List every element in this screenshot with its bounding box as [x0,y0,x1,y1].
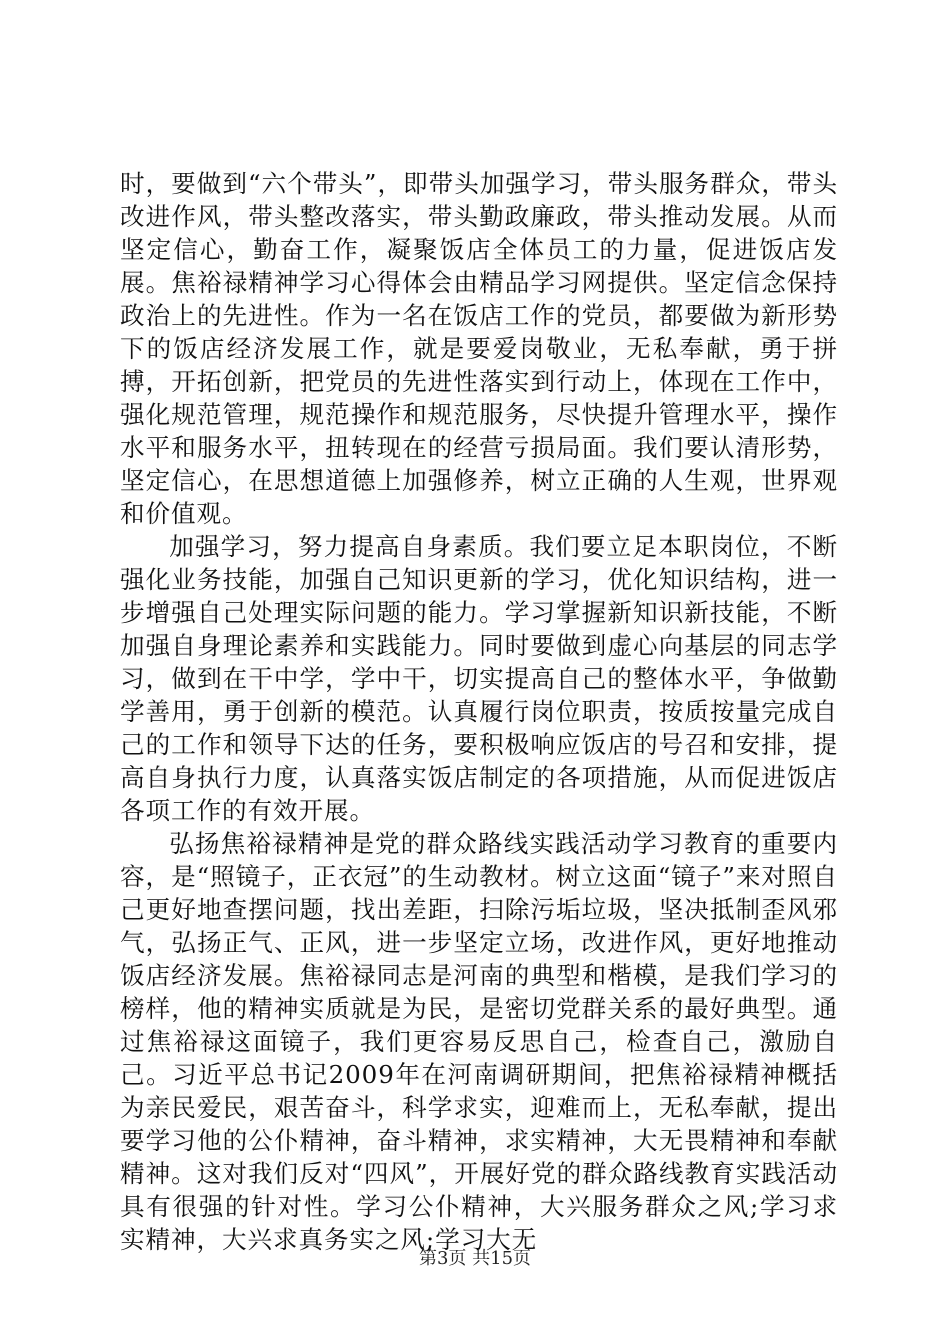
page-number-footer: 第3页 共15页 [418,1248,532,1269]
paragraph-1: 时，要做到“六个带头”，即带头加强学习，带头服务群众，带头改进作风，带头整改落实，带头勤政廉政，带头推动发展。从而坚定信心，勤奋工作，凝聚饭店全体员工的力量，促进饭店发展。焦裕禄精神学习心得体会由精品学习网提供。坚定信念保持政治上的先进性。作为一名在饭店工作的党员，都要做为新形势下的饭店经济发展工作，就是要爱岗敬业，无私奉献，勇于拼搏，开拓创新，把党员的先进性落实到行动上，体现在工作中，强化规范管理，规范操作和规范服务，尽快提升管理水平，操作水平和服务水平，扭转现在的经营亏损局面。我们要认清形势，坚定信心，在思想道德上加强修养，树立正确的人生观，世界观和价值观。 [120,169,838,528]
paragraph-2: 加强学习，努力提高自身素质。我们要立足本职岗位，不断强化业务技能，加强自己知识更新的学习，优化知识结构，进一步增强自己处理实际问题的能力。学习掌握新知识新技能，不断加强自身理论素养和实践能力。同时要做到虚心向基层的同志学习，做到在干中学，学中干，切实提高自己的整体水平，争做勤学善用，勇于创新的模范。认真履行岗位职责，按质按量完成自己的工作和领导下达的任务，要积极响应饭店的号召和安排，提高自身执行力度，认真落实饭店制定的各项措施，从而促进饭店各项工作的有效开展。 [120,532,838,825]
body-text [120,167,838,1256]
paragraph-3: 弘扬焦裕禄精神是党的群众路线实践活动学习教育的重要内容，是“照镜子，正衣冠”的生动教材。树立这面“镜子”来对照自己更好地查摆问题，找出差距，扫除污垢垃圾，坚决抵制歪风邪气，弘扬正气、正风，进一步坚定立场，改进作风，更好地推动饭店经济发展。焦裕禄同志是河南的典型和楷模，是我们学习的榜样，他的精神实质就是为民，是密切党群关系的最好典型。通过焦裕禄这面镜子，我们更容易反思自己，检查自己，激励自己。习近平总书记2009年在河南调研期间，把焦裕禄精神概括为亲民爱民，艰苦奋斗，科学求实，迎难而上，无私奉献，提出要学习他的公仆精神，奋斗精神，求实精神，大无畏精神和奉献精神。这对我们反对“四风”，开展好党的群众路线教育实践活动具有很强的针对性。学习公仆精神，大兴服务群众之风;学习求实精神，大兴求真务实之风;学习大无 [120,829,838,1254]
